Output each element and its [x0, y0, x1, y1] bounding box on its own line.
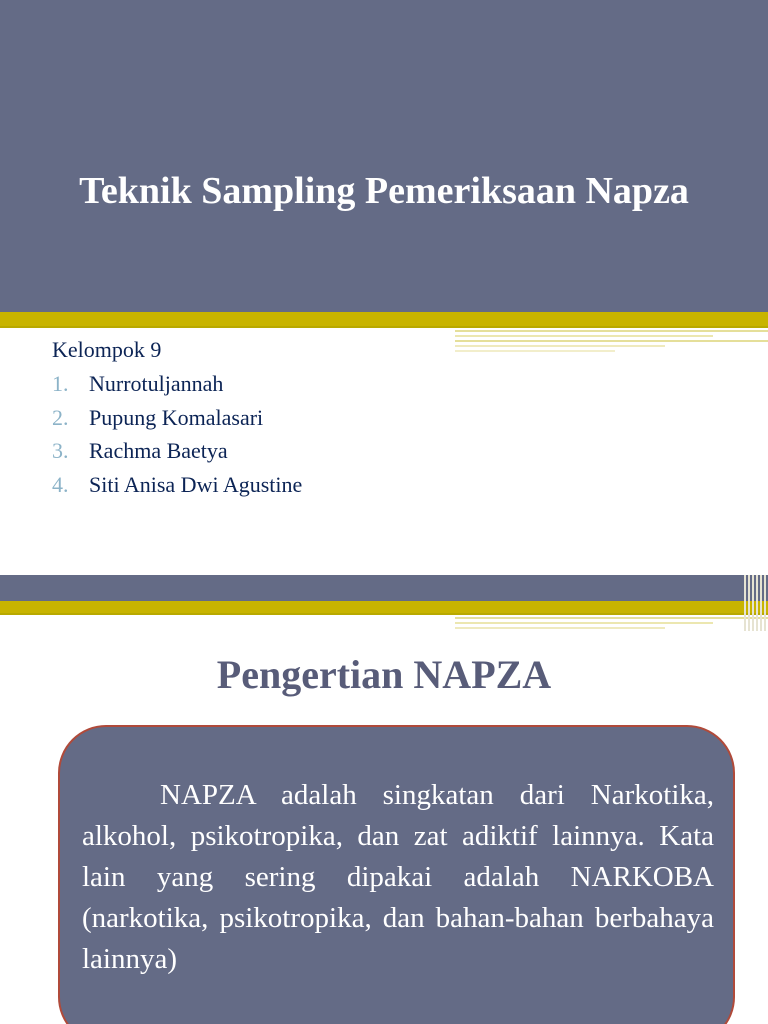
definition-box [58, 725, 735, 1024]
decorative-stripes [455, 615, 768, 635]
title-banner [0, 0, 768, 312]
member-item [52, 367, 302, 401]
member-name: Pupung Komalasari [89, 404, 264, 430]
member-number: 1. [52, 371, 69, 396]
slide-title: Pengertian NAPZA [216, 652, 552, 697]
member-name: Rachma Baetya [89, 438, 228, 463]
member-number: 4. [52, 471, 69, 497]
group-heading: Kelompok 9 [52, 337, 162, 362]
member-name: Siti Anisa Dwi Agustine [89, 471, 303, 497]
slide-title: Teknik Sampling Pemeriksaan Napza [79, 170, 689, 212]
slide-2 [0, 575, 768, 1024]
slide-gap [0, 560, 768, 575]
member-number: 3. [52, 438, 69, 463]
gold-accent-band [0, 601, 768, 613]
decorative-stripes [455, 328, 768, 358]
member-number: 2. [52, 404, 69, 430]
group-members [52, 333, 302, 501]
definition-text: NAPZA adalah singkatan dari Narkotika, alkohol, psikotropika, dan zat adiktif lainnya. Kata lain yang sering dipakai adalah NARKOBA (narkotika, psikotropika, dan bahan-bahan berbahaya lainnya) [82, 779, 714, 975]
member-item [52, 468, 302, 502]
member-item [52, 434, 302, 468]
header-banner [0, 575, 768, 601]
member-name: Nurrotuljannah [89, 371, 224, 396]
gold-accent-band [0, 312, 768, 326]
member-item [52, 401, 302, 435]
decorative-vertical-lines [742, 575, 768, 635]
